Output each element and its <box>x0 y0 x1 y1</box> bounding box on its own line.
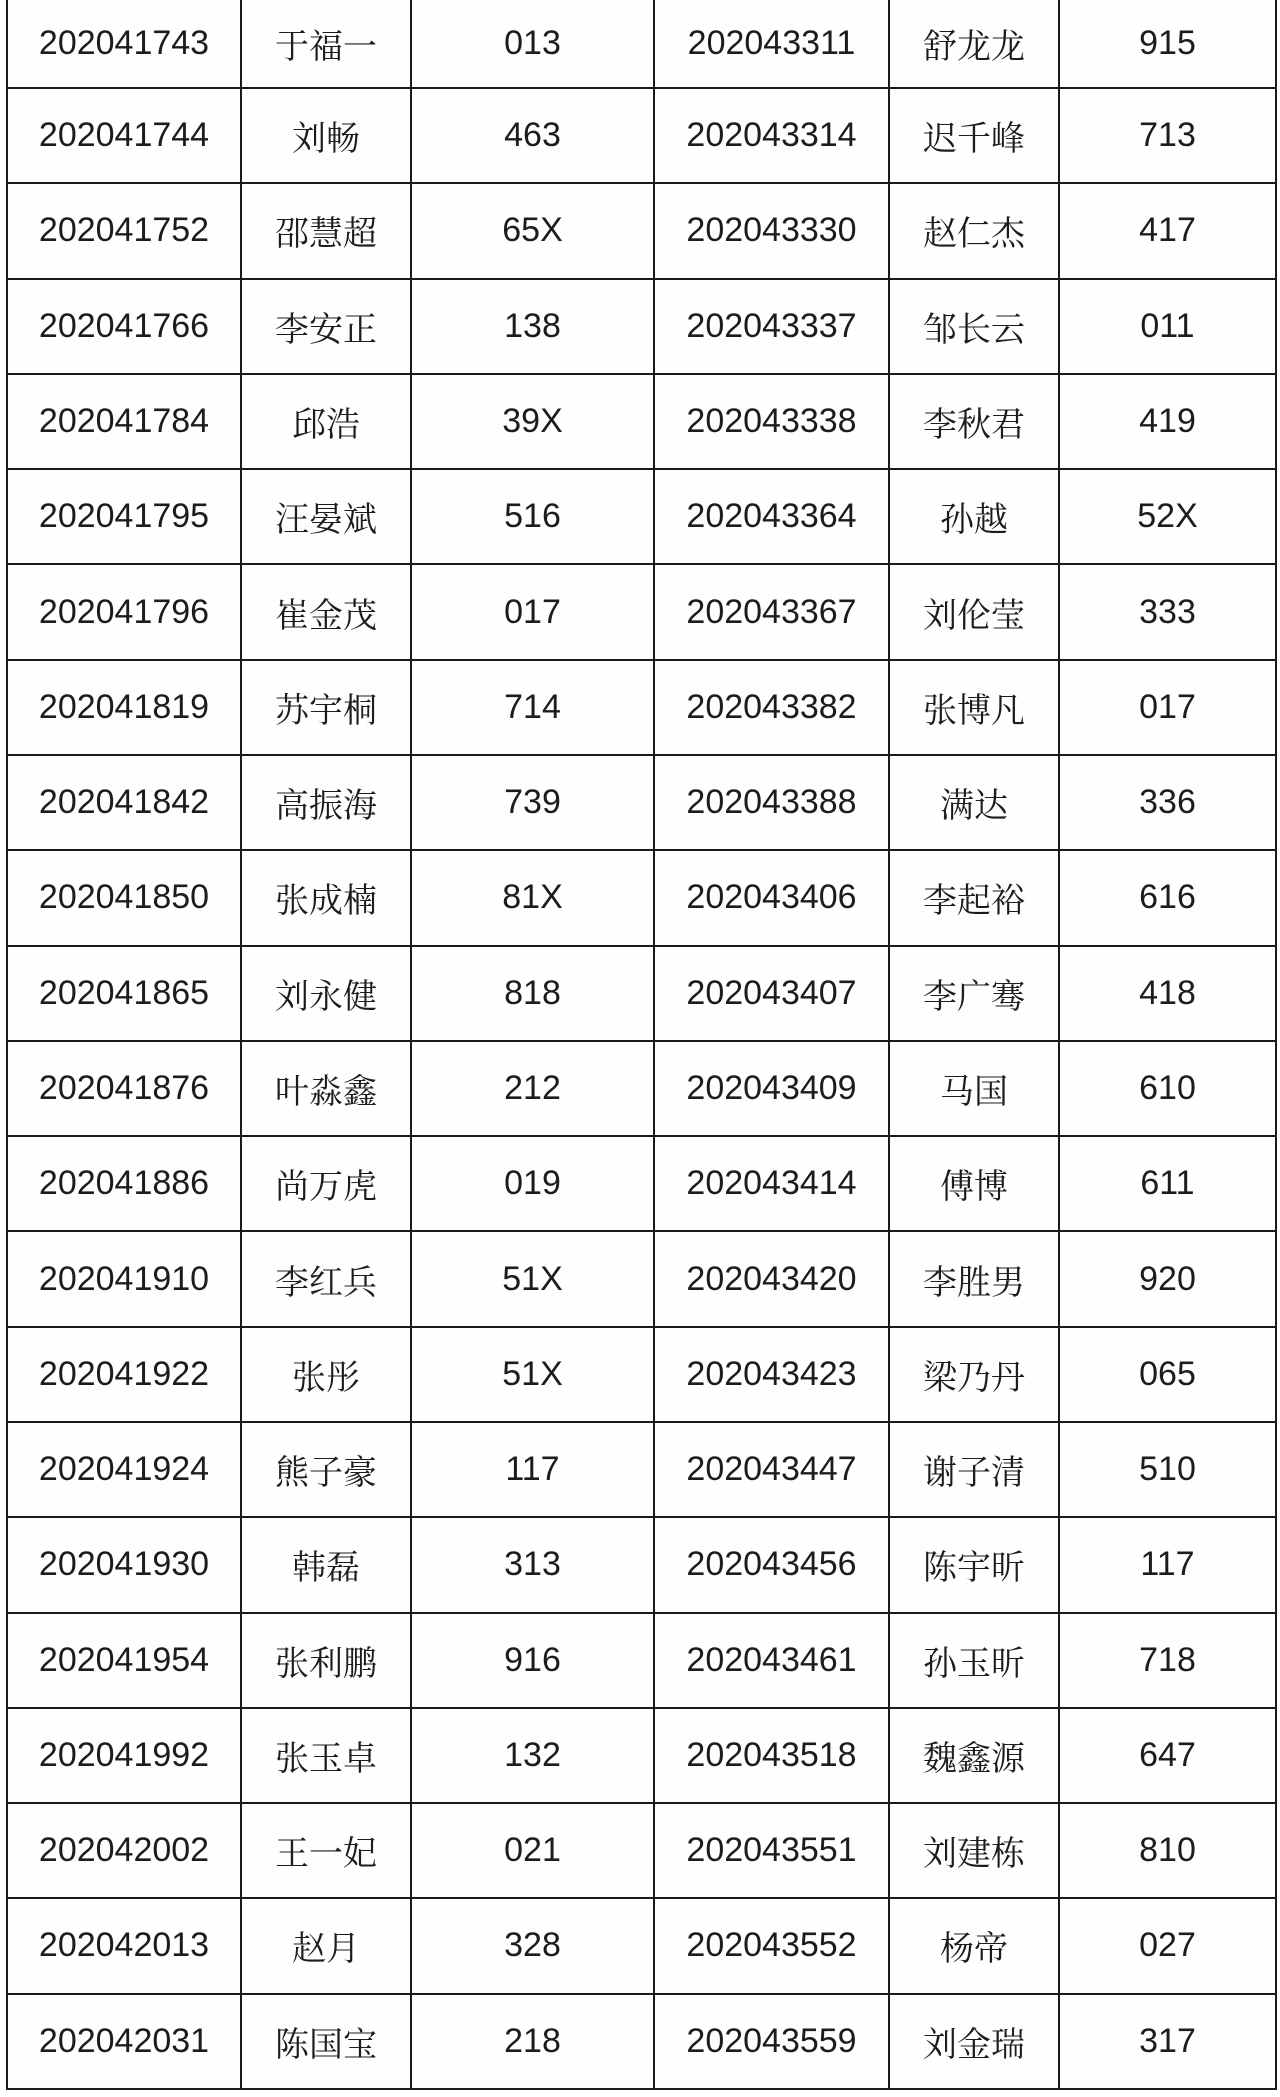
table-row <box>7 1517 1276 1612</box>
name-cell: 熊子豪 <box>241 1422 411 1517</box>
code-cell: 065 <box>1059 1327 1276 1422</box>
exam-id-cell: 202041784 <box>7 374 241 469</box>
code-cell: 218 <box>411 1994 654 2089</box>
exam-id-cell: 202041766 <box>7 279 241 374</box>
exam-id-cell: 202043382 <box>654 660 889 755</box>
code-cell: 212 <box>411 1041 654 1136</box>
table-row <box>7 0 1276 88</box>
code-cell: 328 <box>411 1898 654 1993</box>
exam-id-cell: 202041876 <box>7 1041 241 1136</box>
exam-id-cell: 202043407 <box>654 946 889 1041</box>
code-cell: 81X <box>411 850 654 945</box>
seat-list-container <box>6 0 1275 2090</box>
exam-id-cell: 202043559 <box>654 1994 889 2089</box>
table-row <box>7 1041 1276 1136</box>
exam-id-cell: 202041954 <box>7 1613 241 1708</box>
code-cell: 713 <box>1059 88 1276 183</box>
name-cell: 叶淼鑫 <box>241 1041 411 1136</box>
code-cell: 019 <box>411 1136 654 1231</box>
code-cell: 516 <box>411 469 654 564</box>
exam-id-cell: 202043461 <box>654 1613 889 1708</box>
exam-id-cell: 202043367 <box>654 564 889 659</box>
table-row <box>7 1708 1276 1803</box>
code-cell: 510 <box>1059 1422 1276 1517</box>
exam-id-cell: 202041992 <box>7 1708 241 1803</box>
table-row <box>7 469 1276 564</box>
code-cell: 610 <box>1059 1041 1276 1136</box>
exam-id-cell: 202041910 <box>7 1231 241 1326</box>
exam-id-cell: 202041744 <box>7 88 241 183</box>
name-cell: 崔金茂 <box>241 564 411 659</box>
table-row <box>7 1898 1276 1993</box>
code-cell: 915 <box>1059 0 1276 88</box>
name-cell: 李胜男 <box>889 1231 1059 1326</box>
name-cell: 刘伦莹 <box>889 564 1059 659</box>
exam-id-cell: 202043423 <box>654 1327 889 1422</box>
name-cell: 杨帝 <box>889 1898 1059 1993</box>
exam-id-cell: 202041752 <box>7 183 241 278</box>
code-cell: 317 <box>1059 1994 1276 2089</box>
name-cell: 魏鑫源 <box>889 1708 1059 1803</box>
table-row <box>7 850 1276 945</box>
exam-id-cell: 202043409 <box>654 1041 889 1136</box>
exam-id-cell: 202043364 <box>654 469 889 564</box>
exam-id-cell: 202041819 <box>7 660 241 755</box>
code-cell: 017 <box>411 564 654 659</box>
code-cell: 418 <box>1059 946 1276 1041</box>
code-cell: 011 <box>1059 279 1276 374</box>
code-cell: 714 <box>411 660 654 755</box>
table-row <box>7 279 1276 374</box>
code-cell: 920 <box>1059 1231 1276 1326</box>
exam-id-cell: 202041886 <box>7 1136 241 1231</box>
name-cell: 李红兵 <box>241 1231 411 1326</box>
seat-table <box>6 0 1277 2090</box>
table-row <box>7 88 1276 183</box>
table-row <box>7 1803 1276 1898</box>
exam-id-cell: 202043552 <box>654 1898 889 1993</box>
name-cell: 马国 <box>889 1041 1059 1136</box>
exam-id-cell: 202043447 <box>654 1422 889 1517</box>
code-cell: 117 <box>1059 1517 1276 1612</box>
code-cell: 916 <box>411 1613 654 1708</box>
name-cell: 张利鹏 <box>241 1613 411 1708</box>
table-row <box>7 1422 1276 1517</box>
code-cell: 419 <box>1059 374 1276 469</box>
name-cell: 苏宇桐 <box>241 660 411 755</box>
code-cell: 51X <box>411 1327 654 1422</box>
exam-id-cell: 202042031 <box>7 1994 241 2089</box>
exam-id-cell: 202043330 <box>654 183 889 278</box>
code-cell: 39X <box>411 374 654 469</box>
code-cell: 616 <box>1059 850 1276 945</box>
name-cell: 尚万虎 <box>241 1136 411 1231</box>
name-cell: 孙越 <box>889 469 1059 564</box>
exam-id-cell: 202043414 <box>654 1136 889 1231</box>
code-cell: 810 <box>1059 1803 1276 1898</box>
name-cell: 刘金瑞 <box>889 1994 1059 2089</box>
code-cell: 132 <box>411 1708 654 1803</box>
exam-id-cell: 202041795 <box>7 469 241 564</box>
code-cell: 117 <box>411 1422 654 1517</box>
exam-id-cell: 202041850 <box>7 850 241 945</box>
name-cell: 李广骞 <box>889 946 1059 1041</box>
name-cell: 汪晏斌 <box>241 469 411 564</box>
name-cell: 邹长云 <box>889 279 1059 374</box>
name-cell: 张彤 <box>241 1327 411 1422</box>
code-cell: 65X <box>411 183 654 278</box>
name-cell: 满达 <box>889 755 1059 850</box>
exam-id-cell: 202041796 <box>7 564 241 659</box>
exam-id-cell: 202043311 <box>654 0 889 88</box>
exam-id-cell: 202042013 <box>7 1898 241 1993</box>
name-cell: 孙玉昕 <box>889 1613 1059 1708</box>
exam-id-cell: 202043406 <box>654 850 889 945</box>
table-row <box>7 183 1276 278</box>
name-cell: 高振海 <box>241 755 411 850</box>
name-cell: 张成楠 <box>241 850 411 945</box>
table-row <box>7 1231 1276 1326</box>
exam-id-cell: 202043337 <box>654 279 889 374</box>
exam-id-cell: 202041922 <box>7 1327 241 1422</box>
name-cell: 陈宇昕 <box>889 1517 1059 1612</box>
code-cell: 336 <box>1059 755 1276 850</box>
name-cell: 邵慧超 <box>241 183 411 278</box>
code-cell: 463 <box>411 88 654 183</box>
exam-id-cell: 202041842 <box>7 755 241 850</box>
name-cell: 舒龙龙 <box>889 0 1059 88</box>
code-cell: 52X <box>1059 469 1276 564</box>
table-row <box>7 374 1276 469</box>
name-cell: 张博凡 <box>889 660 1059 755</box>
exam-id-cell: 202041930 <box>7 1517 241 1612</box>
exam-id-cell: 202043456 <box>654 1517 889 1612</box>
name-cell: 刘永健 <box>241 946 411 1041</box>
code-cell: 51X <box>411 1231 654 1326</box>
name-cell: 于福一 <box>241 0 411 88</box>
exam-id-cell: 202043338 <box>654 374 889 469</box>
name-cell: 刘畅 <box>241 88 411 183</box>
code-cell: 818 <box>411 946 654 1041</box>
name-cell: 梁乃丹 <box>889 1327 1059 1422</box>
table-row <box>7 660 1276 755</box>
table-row <box>7 1613 1276 1708</box>
exam-id-cell: 202041924 <box>7 1422 241 1517</box>
name-cell: 谢子清 <box>889 1422 1059 1517</box>
table-row <box>7 755 1276 850</box>
name-cell: 陈国宝 <box>241 1994 411 2089</box>
exam-id-cell: 202043518 <box>654 1708 889 1803</box>
code-cell: 313 <box>411 1517 654 1612</box>
code-cell: 417 <box>1059 183 1276 278</box>
exam-id-cell: 202041865 <box>7 946 241 1041</box>
name-cell: 邱浩 <box>241 374 411 469</box>
code-cell: 017 <box>1059 660 1276 755</box>
name-cell: 赵月 <box>241 1898 411 1993</box>
code-cell: 611 <box>1059 1136 1276 1231</box>
code-cell: 138 <box>411 279 654 374</box>
name-cell: 张玉卓 <box>241 1708 411 1803</box>
table-row <box>7 946 1276 1041</box>
table-row <box>7 1994 1276 2089</box>
name-cell: 赵仁杰 <box>889 183 1059 278</box>
exam-id-cell: 202043314 <box>654 88 889 183</box>
exam-id-cell: 202041743 <box>7 0 241 88</box>
table-row <box>7 1327 1276 1422</box>
name-cell: 李秋君 <box>889 374 1059 469</box>
name-cell: 李起裕 <box>889 850 1059 945</box>
code-cell: 333 <box>1059 564 1276 659</box>
name-cell: 傅博 <box>889 1136 1059 1231</box>
code-cell: 021 <box>411 1803 654 1898</box>
name-cell: 李安正 <box>241 279 411 374</box>
exam-id-cell: 202043551 <box>654 1803 889 1898</box>
name-cell: 刘建栋 <box>889 1803 1059 1898</box>
name-cell: 王一妃 <box>241 1803 411 1898</box>
name-cell: 迟千峰 <box>889 88 1059 183</box>
code-cell: 647 <box>1059 1708 1276 1803</box>
code-cell: 739 <box>411 755 654 850</box>
table-row <box>7 564 1276 659</box>
code-cell: 013 <box>411 0 654 88</box>
code-cell: 027 <box>1059 1898 1276 1993</box>
seat-table-body <box>7 0 1276 2089</box>
exam-id-cell: 202043388 <box>654 755 889 850</box>
code-cell: 718 <box>1059 1613 1276 1708</box>
table-row <box>7 1136 1276 1231</box>
exam-id-cell: 202043420 <box>654 1231 889 1326</box>
exam-id-cell: 202042002 <box>7 1803 241 1898</box>
name-cell: 韩磊 <box>241 1517 411 1612</box>
